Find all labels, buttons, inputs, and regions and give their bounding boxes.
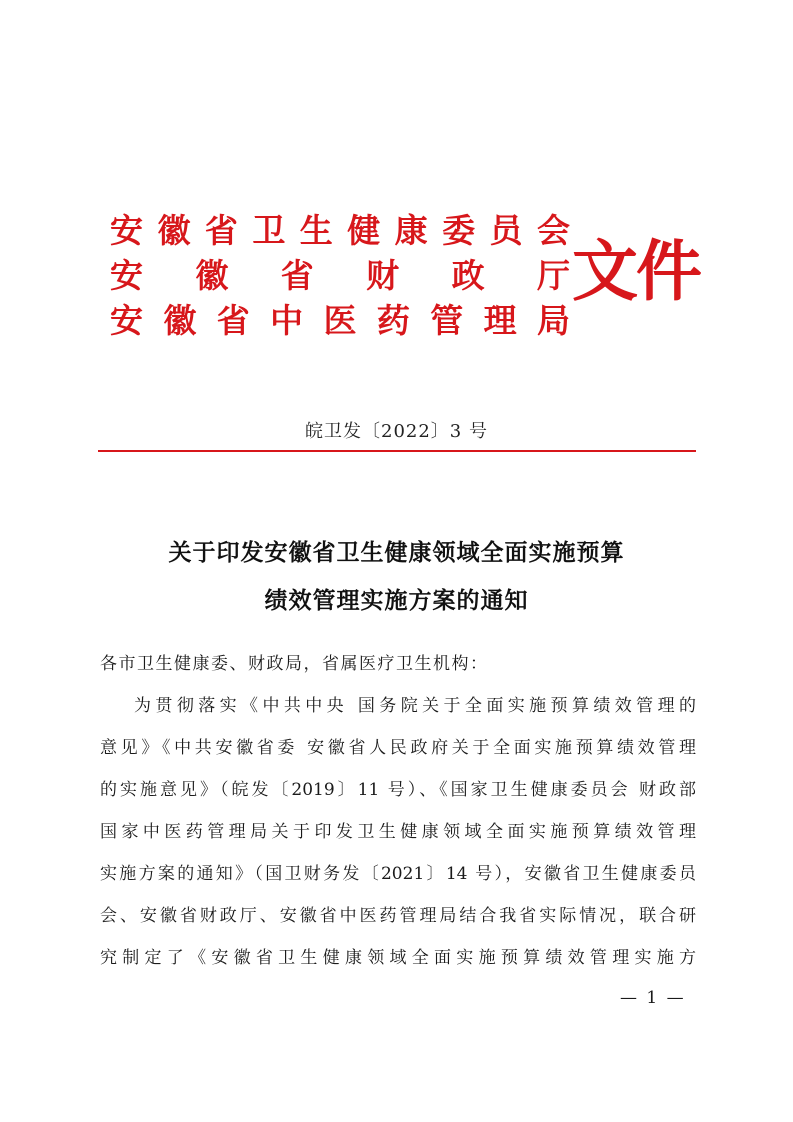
document-title-line-1: 关于印发安徽省卫生健康领域全面实施预算 <box>168 539 625 566</box>
document-title-line-2: 绩效管理实施方案的通知 <box>264 587 529 614</box>
body-line: 为贯彻落实《中共中央 国务院关于全面实施预算绩效管理的 <box>134 696 696 716</box>
salutation: 各市卫生健康委、财政局，省属医疗卫生机构： <box>100 654 489 674</box>
red-divider <box>98 450 696 452</box>
document-number: 皖卫发〔2022〕3 号 <box>305 421 488 442</box>
issuing-agencies <box>110 208 570 343</box>
body-line: 究制定了《安徽省卫生健康领域全面实施预算绩效管理实施方 <box>100 948 696 968</box>
body-line: 意见》《中共安徽省委 安徽省人民政府关于全面实施预算绩效管理 <box>100 738 696 758</box>
agency-finance-department: 安 徽 省 财 政 厅 <box>110 256 570 295</box>
body-line: 实施方案的通知》（国卫财务发〔2021〕14 号），安徽省卫生健康委员 <box>100 864 696 884</box>
body-line: 的实施意见》（皖发〔2019〕11 号）、《国家卫生健康委员会 财政部 <box>100 780 696 800</box>
page-number: — 1 — <box>620 988 686 1008</box>
agency-tcm-administration: 安 徽 省 中 医 药 管 理 局 <box>110 301 570 340</box>
body-line: 会、安徽省财政厅、安徽省中医药管理局结合我省实际情况，联合研 <box>100 906 696 926</box>
agency-health-commission: 安 徽 省 卫 生 健 康 委 员 会 <box>110 211 570 250</box>
body-line: 国家中医药管理局关于印发卫生健康领域全面实施预算绩效管理 <box>100 822 696 842</box>
document-type-label: 文件 <box>572 233 700 310</box>
